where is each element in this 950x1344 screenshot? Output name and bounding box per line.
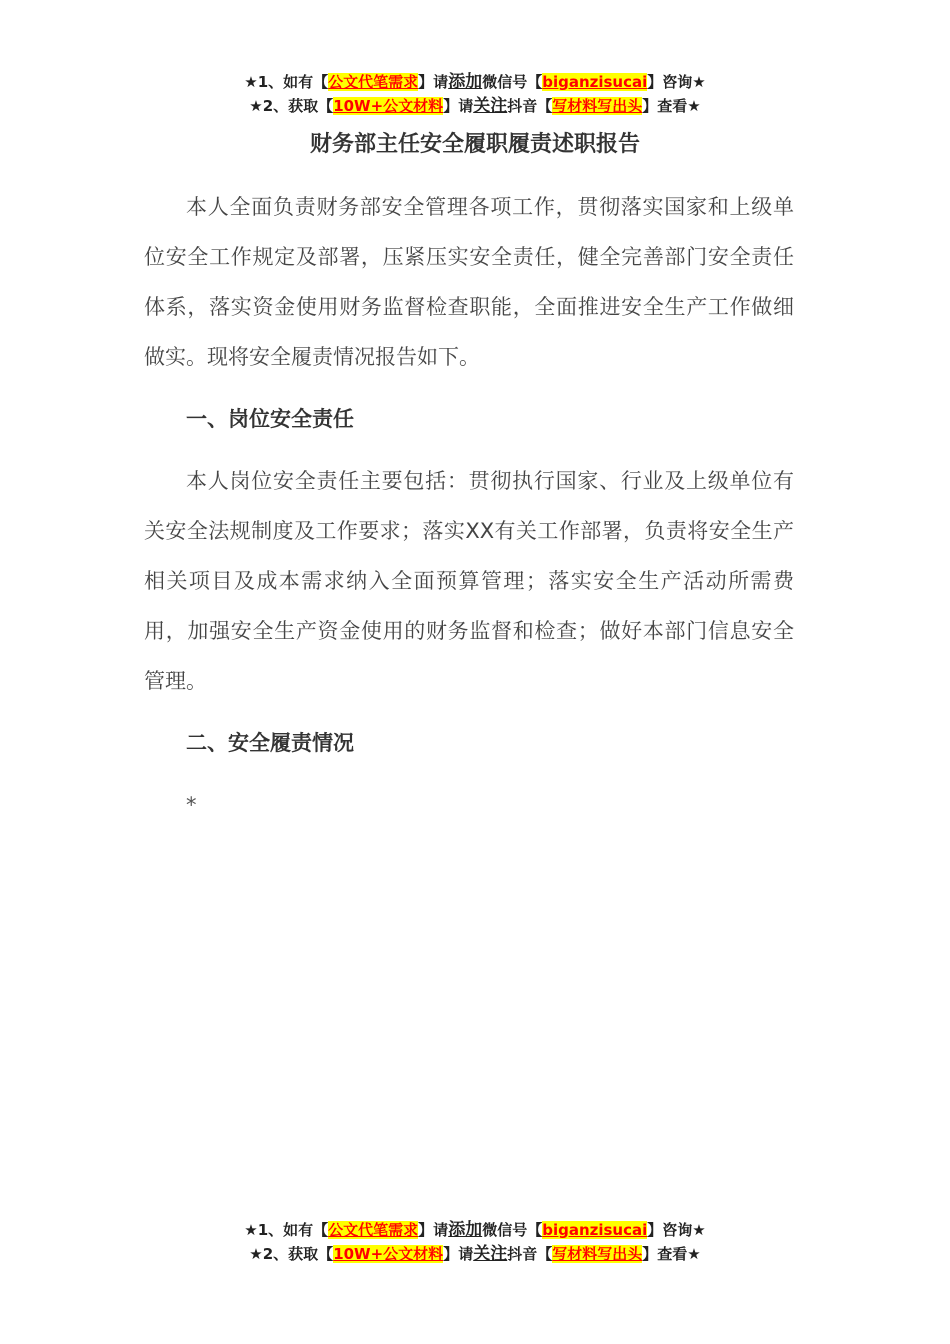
banner-line-2-highlight-douyin: 写材料写出头 — [552, 97, 643, 115]
bottom-banner — [0, 1218, 950, 1266]
banner-line-1-highlight-service: 公文代笔需求 — [328, 73, 419, 91]
banner-line-2 — [0, 94, 950, 118]
banner-line-1-mid2: 微信号【 — [482, 73, 543, 91]
footer-line-1-highlight-service: 公文代笔需求 — [328, 1221, 419, 1239]
banner-line-2-suffix: 】查看★ — [642, 97, 701, 115]
banner-line-1-prefix: ★1、如有【 — [244, 73, 329, 91]
footer-line-2-mid1: 】请 — [443, 1245, 474, 1263]
section-1-paragraph: 本人岗位安全责任主要包括：贯彻执行国家、行业及上级单位有关安全法规制度及工作要求；落实XX有关工作部署，负责将安全生产相关项目及成本需求纳入全面预算管理；落实安全生产活动所需费用，加强安全生产资金使用的财务监督和检查；做好本部门信息安全管理。 — [144, 469, 794, 693]
footer-line-1-highlight-wechat: biganzisucai — [542, 1221, 648, 1239]
footer-line-1-mid2: 微信号【 — [482, 1221, 543, 1239]
footer-line-2-highlight-douyin: 写材料写出头 — [552, 1245, 643, 1263]
footer-line-2-emphasis: 关注 — [473, 1244, 508, 1264]
banner-line-2-highlight-materials: 10W+公文材料 — [333, 97, 444, 115]
footer-line-2-prefix: ★2、获取【 — [249, 1245, 334, 1263]
banner-line-2-mid1: 】请 — [443, 97, 474, 115]
document-title: 财务部主任安全履职履责述职报告 — [309, 132, 640, 157]
intro-paragraph: 本人全面负责财务部安全管理各项工作，贯彻落实国家和上级单位安全工作规定及部署，压紧压实安全责任，健全完善部门安全责任体系，落实资金使用财务监督检查职能，全面推进安全生产工作做细做实。现将安全履责情况报告如下。 — [144, 195, 794, 369]
footer-line-2-suffix: 】查看★ — [642, 1245, 701, 1263]
banner-line-2-prefix: ★2、获取【 — [249, 97, 334, 115]
footer-banner-line-1 — [0, 1218, 950, 1242]
section-2-marker: * — [186, 793, 197, 817]
footer-banner-line-2 — [0, 1242, 950, 1266]
banner-line-2-mid2: 抖音【 — [507, 97, 553, 115]
section-2-heading: 二、安全履责情况 — [186, 731, 354, 755]
top-banner — [0, 70, 950, 118]
footer-line-1-emphasis: 添加 — [448, 1220, 483, 1240]
banner-line-2-emphasis: 关注 — [473, 96, 508, 116]
banner-line-1-highlight-wechat: biganzisucai — [542, 73, 648, 91]
banner-line-1-suffix: 】咨询★ — [647, 73, 706, 91]
banner-line-1-emphasis: 添加 — [448, 72, 483, 92]
footer-line-2-highlight-materials: 10W+公文材料 — [333, 1245, 444, 1263]
banner-line-1-mid1: 】请 — [418, 73, 449, 91]
footer-line-1-suffix: 】咨询★ — [647, 1221, 706, 1239]
footer-line-1-prefix: ★1、如有【 — [244, 1221, 329, 1239]
section-1-heading: 一、岗位安全责任 — [186, 407, 354, 431]
footer-line-1-mid1: 】请 — [418, 1221, 449, 1239]
footer-line-2-mid2: 抖音【 — [507, 1245, 553, 1263]
document-body — [144, 182, 794, 830]
banner-line-1 — [0, 70, 950, 94]
